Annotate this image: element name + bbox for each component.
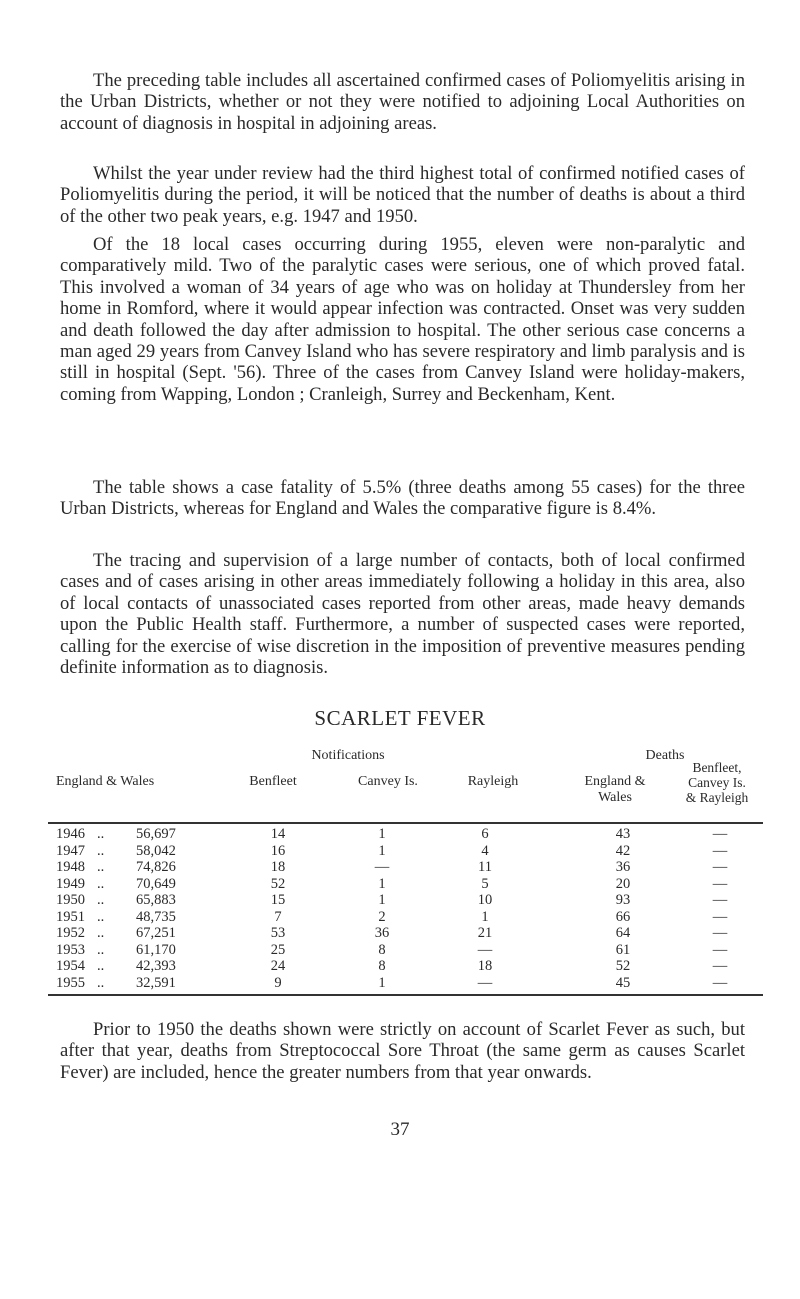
cell-leader: .. <box>97 826 105 842</box>
cell-local-deaths: — <box>712 941 728 958</box>
cell-england-wales-deaths: 43 <box>615 826 631 842</box>
cell-canvey: 2 <box>378 908 386 925</box>
cell-benfleet: 24 <box>270 958 286 974</box>
cell-rayleigh: — <box>477 941 493 958</box>
cell-year: 1952 <box>56 925 85 941</box>
cell-rayleigh: 10 <box>477 892 493 908</box>
cell-england-wales-deaths: 93 <box>615 892 631 908</box>
table-row <box>0 975 800 992</box>
table-row <box>0 859 800 876</box>
cell-canvey: 1 <box>378 875 386 892</box>
cell-england-wales: 42,393 <box>136 958 176 974</box>
cell-england-wales-deaths: 52 <box>615 958 631 974</box>
cell-england-wales: 70,649 <box>136 875 176 892</box>
cell-year: 1953 <box>56 941 85 958</box>
table-rule-bottom <box>48 994 763 996</box>
table-rule-top <box>48 822 763 824</box>
column-header-england-wales: England & Wales <box>56 774 155 789</box>
cell-local-deaths: — <box>712 925 728 941</box>
cell-canvey: 1 <box>378 842 386 859</box>
column-header-local-deaths <box>672 760 762 805</box>
header-line: England & <box>584 774 646 789</box>
cell-england-wales: 32,591 <box>136 974 176 991</box>
group-header-notifications: Notifications <box>311 748 385 763</box>
cell-local-deaths: — <box>712 842 728 859</box>
cell-local-deaths: — <box>712 908 728 925</box>
cell-leader: .. <box>97 974 105 991</box>
cell-england-wales: 65,883 <box>136 892 176 908</box>
column-header-england-wales-deaths <box>560 774 670 806</box>
cell-leader: .. <box>97 892 105 908</box>
cell-year: 1951 <box>56 908 85 925</box>
cell-year: 1949 <box>56 875 85 892</box>
table-row <box>0 909 800 926</box>
cell-benfleet: 14 <box>270 826 286 842</box>
cell-local-deaths: — <box>712 892 728 908</box>
paragraph-poliomyelitis-table-note: The preceding table includes all ascertained confirmed cases of Poliomyelitis arising in the Urban Districts, whether or not they were notified to adjoining Local Authorities on account of diagnosis in hospital in adjoining areas. <box>60 70 745 134</box>
table-title: SCARLET FEVER <box>314 706 486 730</box>
cell-england-wales-deaths: 66 <box>615 908 631 925</box>
cell-england-wales: 61,170 <box>136 941 176 958</box>
header-line: Canvey Is. <box>688 775 746 790</box>
cell-canvey: 8 <box>378 941 386 958</box>
cell-rayleigh: 4 <box>481 842 489 859</box>
cell-local-deaths: — <box>712 826 728 842</box>
cell-england-wales-deaths: 61 <box>615 941 631 958</box>
paragraph-year-review: Whilst the year under review had the third highest total of confirmed notified cases of Poliomyelitis during the period, it will be noticed that the number of deaths is about a third of the other two peak years, e.g. 1947 and 1950. <box>60 163 745 227</box>
cell-local-deaths: — <box>712 958 728 974</box>
cell-leader: .. <box>97 925 105 941</box>
cell-rayleigh: 11 <box>478 859 492 875</box>
cell-rayleigh: 5 <box>481 875 489 892</box>
paragraph-case-fatality: The table shows a case fatality of 5.5% (three deaths among 55 cases) for the three Urban Districts, whereas for England and Wales the comparative figure is 8.4%. <box>60 477 745 520</box>
cell-benfleet: 18 <box>270 859 286 875</box>
cell-leader: .. <box>97 908 105 925</box>
group-header-deaths: Deaths <box>645 748 685 763</box>
column-header-benfleet: Benfleet <box>249 774 297 789</box>
paragraph-local-cases-1955: Of the 18 local cases occurring during 1955, eleven were non-paralytic and comparatively mild. Two of the paralytic cases were serious, one of which proved fatal. This involved a woman of 34 years of age who was on holiday at Thundersley from her home in Romford, where it would appear infection was contracted. Onset was very sudden and death followed the day after admission to hospital. The other serious case concerns a man aged 29 years from Canvey Island who has severe respiratory and limb paralysis and is still in hospital (Sept. '56). Three of the cases from Canvey Island were holiday-makers, coming from Wapping, London ; Cranleigh, Surrey and Beckenham, Kent. <box>60 234 745 405</box>
cell-canvey: — <box>374 859 390 875</box>
cell-local-deaths: — <box>712 875 728 892</box>
cell-england-wales: 56,697 <box>136 826 176 842</box>
cell-rayleigh: 6 <box>481 826 489 842</box>
column-header-canvey: Canvey Is. <box>358 774 418 789</box>
page-number: 37 <box>390 1119 410 1140</box>
cell-local-deaths: — <box>712 859 728 875</box>
cell-canvey: 8 <box>378 958 386 974</box>
header-line: Wales <box>598 790 632 805</box>
cell-england-wales: 58,042 <box>136 842 176 859</box>
table-row <box>0 843 800 860</box>
cell-benfleet: 16 <box>270 842 286 859</box>
cell-rayleigh: — <box>477 974 493 991</box>
table-row <box>0 958 800 975</box>
cell-year: 1954 <box>56 958 85 974</box>
cell-benfleet: 7 <box>274 908 282 925</box>
cell-england-wales: 48,735 <box>136 908 176 925</box>
cell-england-wales-deaths: 45 <box>615 974 631 991</box>
header-line: & Rayleigh <box>685 790 749 805</box>
cell-year: 1946 <box>56 826 85 842</box>
column-header-rayleigh: Rayleigh <box>467 774 519 789</box>
cell-rayleigh: 18 <box>477 958 493 974</box>
cell-benfleet: 9 <box>274 974 282 991</box>
cell-leader: .. <box>97 958 105 974</box>
cell-canvey: 1 <box>378 974 386 991</box>
cell-benfleet: 53 <box>270 925 286 941</box>
cell-england-wales: 67,251 <box>136 925 176 941</box>
cell-canvey: 1 <box>378 826 386 842</box>
cell-leader: .. <box>97 875 105 892</box>
header-line: Benfleet, <box>692 760 742 775</box>
cell-local-deaths: — <box>712 974 728 991</box>
cell-year: 1947 <box>56 842 85 859</box>
paragraph-contact-tracing: The tracing and supervision of a large number of contacts, both of local confirmed cases and of cases arising in other areas immediately following a holiday in this area, also of local contacts of unassociated cases reported from other areas, made heavy demands upon the Public Health staff. Furthermore, a number of suspected cases were reported, calling for the exercise of wise discretion in the imposition of preventive measures pending definite information as to diagnosis. <box>60 550 745 679</box>
cell-rayleigh: 1 <box>481 908 489 925</box>
paragraph-scarlet-fever-note: Prior to 1950 the deaths shown were strictly on account of Scarlet Fever as such, but after that year, deaths from Streptococcal Sore Throat (the same germ as causes Scarlet Fever) are included, hence the greater numbers from that year onwards. <box>60 1019 745 1083</box>
cell-year: 1955 <box>56 974 85 991</box>
cell-england-wales: 74,826 <box>136 859 176 875</box>
cell-canvey: 36 <box>374 925 390 941</box>
table-row <box>0 925 800 942</box>
cell-england-wales-deaths: 64 <box>615 925 631 941</box>
cell-leader: .. <box>97 842 105 859</box>
cell-rayleigh: 21 <box>477 925 493 941</box>
table-row <box>0 826 800 843</box>
cell-england-wales-deaths: 20 <box>615 875 631 892</box>
cell-benfleet: 15 <box>270 892 286 908</box>
table-row <box>0 876 800 893</box>
cell-canvey: 1 <box>378 892 386 908</box>
cell-leader: .. <box>97 859 105 875</box>
table-row <box>0 942 800 959</box>
table-row <box>0 892 800 909</box>
cell-england-wales-deaths: 36 <box>615 859 631 875</box>
cell-year: 1948 <box>56 859 85 875</box>
cell-year: 1950 <box>56 892 85 908</box>
cell-benfleet: 25 <box>270 941 286 958</box>
cell-leader: .. <box>97 941 105 958</box>
cell-benfleet: 52 <box>270 875 286 892</box>
table-body <box>0 826 800 991</box>
cell-england-wales-deaths: 42 <box>615 842 631 859</box>
